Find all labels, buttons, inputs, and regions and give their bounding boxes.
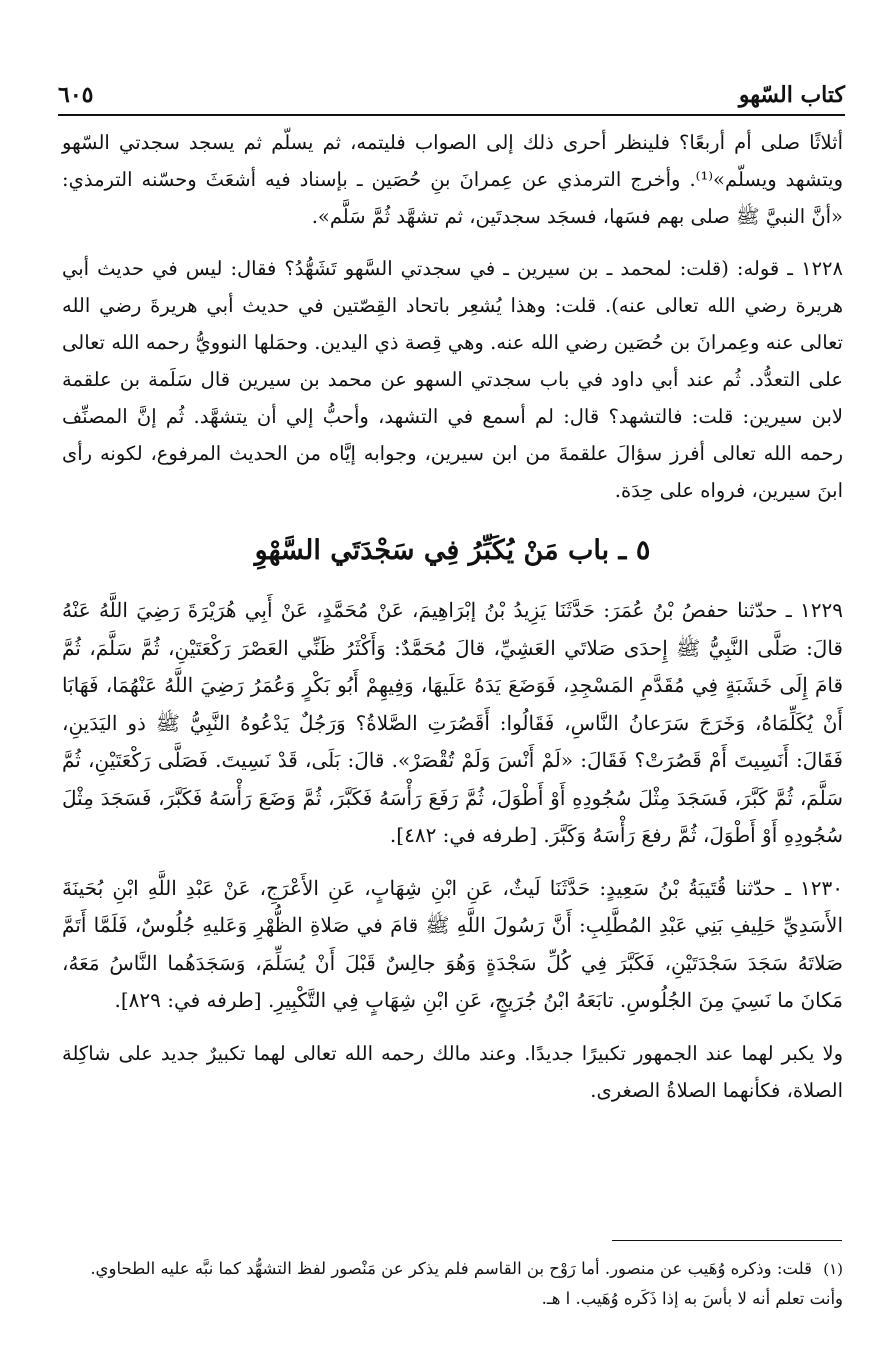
hadith-1230 <box>62 870 843 1020</box>
hadith-1229 <box>62 592 843 855</box>
page-number: ٦٠٥ <box>58 82 94 108</box>
page-header <box>58 72 845 108</box>
hadith-text: ١٢٢٩ ـ حدّثنا حفصُ بْنُ عُمَرَ: حَدَّثَنَا يَزِيدُ بْنُ إبْرَاهِيمَ، عَنْ مُحَمَّدٍ، عَنْ أَبِي هُرَيْرَةَ رَضِيَ اللَّهُ عَنْهُ قالَ: صَلَّى النَّبِيُّ ﷺ إِحدَى صَلاتَي العَشِيِّ، قالَ مُحَمَّدٌ: وَأَكْثَرُ ظَنِّي العَصْرَ رَكْعَتَيْنِ، ثُمَّ سَلَّمَ، ثُمَّ قامَ إِلَى خَشَبَةٍ فِي مُقَدَّمِ المَسْجِدِ، فَوَضَعَ يَدَهُ عَلَيهَا، وَفِيهِمْ أَبُو بَكْرٍ وَعُمَرُ رَضِيَ اللَّهُ عَنْهُمَا، فَهَابَا أَنْ يُكَلِّمَاهُ، وَخَرَجَ سَرَعانُ النَّاسِ، فَقَالُوا: أَقَصُرَتِ الصَّلاةُ؟ وَرَجُلٌ يَدْعُوهُ النَّبِيُّ ﷺ ذو اليَدَينِ، فَقَالَ: أَنَسِيتَ أَمْ قَصُرَتْ؟ فَقَالَ: «لَمْ أَنْسَ وَلَمْ تُقْصَرْ». قالَ: بَلَى، قَدْ نَسِيتَ. فَصَلَّى رَكْعَتَيْنِ، ثُمَّ سَلَّمَ، ثُمَّ كَبَّرَ، فَسَجَدَ مِثْلَ سُجُودِهِ أَوْ أَطْوَلَ، ثُمَّ رَفَعَ رَأْسَهُ فَكَبَّرَ، ثُمَّ وَضَعَ رَأْسَهُ فَكَبَّرَ، فَسَجَدَ مِثْلَ سُجُودِهِ أَوْ أَطْوَلَ، ثُمَّ رفعَ رَأْسَهُ وَكَبَّرَ. [طرفه في: ٤٨٢]. <box>62 598 843 847</box>
footnotes <box>62 1254 843 1314</box>
paragraph-text: أثلاثًا صلى أم أربعًا؟ فلينظر أحرى ذلك إلى الصواب فليتمه، ثم يسلّم ثم يسجد سجدتي السّهو ويتشهد ويسلّم»⁽¹⁾. وأخرج الترمذي عن عِمرانَ بنِ حُصَين ـ بإسناد فيه أشعَثَ وحسّنه الترمذي: «أنَّ النبيَّ ﷺ صلى بهم فسَها، فسجَد سجدتَين، ثم تشهَّد ثُمَّ سَلَّم». <box>62 131 843 228</box>
header-rule <box>58 114 845 116</box>
running-title: كتاب السّهو <box>738 82 845 108</box>
chapter-title: ٥ ـ باب مَنْ يُكَبِّرُ فِي سَجْدَتَي السَّهْوِ <box>254 535 651 566</box>
commentary-paragraph-1 <box>62 124 843 235</box>
footnote-marker: (١) <box>823 1260 843 1278</box>
page-body <box>62 124 843 1124</box>
footnote-text: قلت: وذكره وُهَيب عن منصور. أما رَوْح بن القاسم فلم يذكر عن مَنْصور لفظ التشهُّد كما نبَّه عليه الطحاوي. <box>90 1259 812 1278</box>
paragraph-text: ١٢٢٨ ـ قوله: (قلت: لمحمد ـ بن سيرين ـ في سجدتي السَّهو تَشَهُّدُ؟ فقال: ليس في حديث أبي هريرة رضي الله تعالى عنه). قلت: وهذا يُشعِر باتحاد القِصّتين في حديث أبي هريرةَ رضي الله تعالى عنه وعِمرانَ بن حُصَين رضي الله عنه. وهي قِصة ذي اليدين. وحمَلها النوويُّ رحمه الله تعالى على التعدُّد. ثُم عند أبي داود في باب سجدتي السهو عن محمد بن سيرين قال سَلَمة بن علقمة لابن سيرين: قلت: فالتشهد؟ قال: لم أسمع في التشهد، وأحبُّ إلي أن يتشهَّد. ثُم إنَّ المصنِّف رحمه الله تعالى أفرز سؤالَ علقمةَ من ابن سيرين، وجوابه إيَّاه من الحديث المرفوع، لكونه رأى ابنَ سيرين، فرواه على حِدَة. <box>62 257 843 502</box>
closing-paragraph <box>62 1035 843 1109</box>
footnote-line-1 <box>62 1254 843 1284</box>
hadith-text: ١٢٣٠ ـ حدّثنا قُتَيبَةُ بْنُ سَعِيدٍ: حَدَّثَنَا لَيثٌ، عَنِ ابْنِ شِهَابٍ، عَنِ الأَعْرَجِ، عَنْ عَبْدِ اللَّهِ ابْنِ بُحَينَةَ الأَسَدِيِّ حَلِيفِ بَنِي عَبْدِ المُطَّلِبِ: أَنَّ رَسُولَ اللَّهِ ﷺ قامَ في صَلاةِ الظُّهْرِ وَعَليهِ جُلُوسٌ، فَلَمَّا أَتَمَّ صَلاتَهُ سَجَدَ سَجْدَتَيْنِ، فَكَبَّرَ فِي كُلِّ سَجْدَةٍ وَهُوَ جالِسٌ قَبْلَ أَنْ يُسَلِّمَ، وَسَجَدَهُما النَّاسُ مَعَهُ، مَكانَ ما نَسِيَ مِنَ الجُلُوسِ. تابَعَهُ ابْنُ جُرَيجٍ، عَنِ ابْنِ شِهَابٍ فِي التَّكْبِيرِ. [طرفه في: ٨٢٩]. <box>62 875 843 1012</box>
footnote-line-2: وأنت تعلم أنه لا بأسَ به إذا ذَكَره وُهَيب. ا هـ. <box>541 1289 843 1308</box>
footnote-rule <box>612 1240 842 1241</box>
commentary-paragraph-2 <box>62 250 843 509</box>
paragraph-text: ولا يكبر لهما عند الجمهور تكبيرًا جديدًا. وعند مالك رحمه الله تعالى لهما تكبيرٌ جديد على شاكِلة الصلاة، فكأنهما الصلاةُ الصغرى. <box>62 1041 843 1102</box>
